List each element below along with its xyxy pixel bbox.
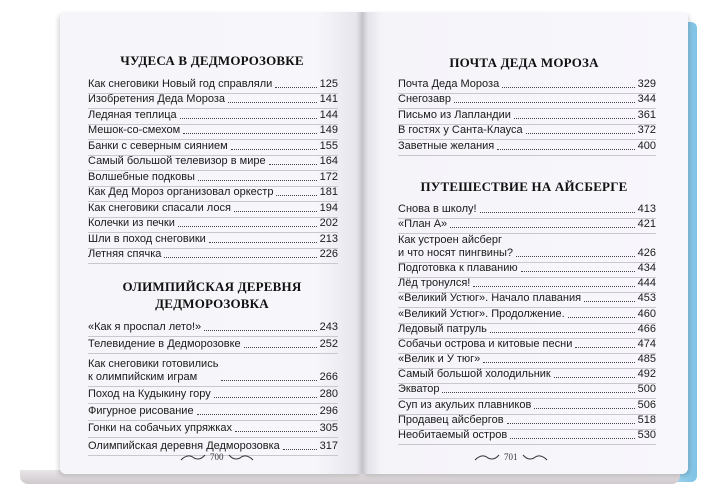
toc-entry-title: Как снеговики спасали лося: [88, 201, 231, 214]
toc-entry-page: 474: [637, 337, 656, 350]
toc-entry-title: «Великий Устюг». Начало плавания: [398, 292, 582, 305]
toc-entry: [88, 404, 338, 421]
toc-entry: [398, 234, 656, 262]
toc-entry-page: 361: [637, 108, 656, 121]
toc-entry-title: Как снеговики Новый год справляли: [88, 77, 273, 90]
toc-entry-title: Лёд тронулся!: [398, 277, 471, 290]
toc-leader-dots: [244, 347, 317, 348]
ornament-icon: [180, 452, 206, 462]
toc-entry-title: Экватор: [398, 383, 440, 396]
toc-leader-dots: [480, 212, 635, 213]
toc-leader-dots: [554, 377, 635, 378]
toc-list-pochta: [398, 78, 656, 156]
ornament-icon: [228, 452, 254, 462]
toc-leader-dots: [507, 423, 635, 424]
toc-entry-title: Фигурное рисование: [88, 405, 194, 418]
toc-leader-dots: [235, 431, 317, 432]
toc-entry-page: 172: [319, 170, 338, 183]
toc-entry-title: Почта Деда Мороза: [398, 77, 500, 90]
toc-entry-page: 500: [637, 383, 656, 396]
toc-entry-page: 252: [319, 338, 338, 351]
toc-entry-title: Снегозавр: [398, 93, 452, 105]
toc-entry-page: 149: [319, 124, 338, 136]
toc-leader-dots: [584, 301, 635, 302]
toc-entry: [398, 369, 656, 384]
ornament-icon: [474, 452, 500, 462]
toc-entry-title: Летняя спячка: [88, 248, 162, 260]
page-number-left-text: 700: [210, 452, 224, 462]
toc-entry: [398, 263, 656, 278]
toc-leader-dots: [209, 242, 317, 243]
toc-entry: [88, 354, 338, 386]
toc-entry: [398, 384, 656, 399]
toc-entry: [398, 430, 656, 445]
toc-entry: [398, 78, 656, 94]
toc-entry-page: 155: [319, 139, 338, 152]
toc-entry-page: 460: [637, 307, 656, 320]
toc-entry-title: Гонки на собачьих упряжках: [88, 422, 232, 435]
toc-leader-dots: [228, 102, 317, 103]
toc-entry-page: 444: [637, 277, 656, 290]
toc-entry: [88, 125, 338, 141]
toc-entry-page: 280: [319, 387, 338, 400]
toc-leader-dots: [473, 286, 634, 287]
toc-entry: [88, 78, 338, 94]
toc-entry-page: 243: [319, 321, 338, 334]
book-gutter: [356, 12, 368, 474]
section-title-chudesa: ЧУДЕСА В ДЕДМОРОЗОВКЕ: [120, 53, 304, 68]
toc-leader-dots: [510, 438, 634, 439]
toc-entry: [398, 109, 656, 125]
toc-entry: [88, 320, 338, 337]
toc-entry-page: 518: [637, 413, 656, 426]
toc-entry-page: 226: [319, 248, 338, 260]
toc-list-olimpiyskaya: [88, 320, 338, 456]
toc-entry-page: 466: [637, 322, 656, 335]
toc-entry: [398, 94, 656, 110]
toc-entry-page: 305: [319, 422, 338, 435]
toc-entry-page: 413: [637, 203, 656, 216]
ornament-icon: [522, 452, 548, 462]
section-title-olimpiyskaya-line2: ДЕДМОРОЗОВКА: [155, 296, 269, 311]
toc-entry-title: «Как я проспал лето!»: [88, 321, 202, 334]
toc-entry-title: Снова в школу!: [398, 203, 477, 216]
toc-entry-title: Олимпийская деревня Дедморозовка: [88, 439, 280, 452]
page-number-right: [474, 452, 548, 462]
toc-entry-page: 506: [637, 398, 656, 411]
section-title-aysberg: ПУТЕШЕСТВИЕ НА АЙСБЕРГЕ: [420, 179, 628, 194]
toc-entry: [398, 278, 656, 293]
toc-entry-title: Телевидение в Дедморозовке: [88, 338, 241, 351]
toc-leader-dots: [502, 87, 634, 88]
section-title-pochta: ПОЧТА ДЕДА МОРОЗА: [449, 55, 599, 70]
toc-leader-dots: [454, 102, 635, 103]
right-page: [362, 12, 688, 474]
toc-entry: [398, 415, 656, 430]
toc-entry: [398, 293, 656, 308]
toc-entry: [88, 233, 338, 249]
toc-entry: [88, 337, 338, 354]
toc-entry-page: 344: [637, 93, 656, 105]
toc-leader-dots: [516, 256, 635, 257]
toc-entry: [398, 140, 656, 156]
left-page: [60, 12, 362, 474]
page-number-left: [180, 452, 254, 462]
toc-entry-page: 492: [637, 368, 656, 381]
toc-entry-page: 329: [637, 77, 656, 90]
toc-entry-page: 372: [637, 124, 656, 136]
toc-entry-page: 434: [637, 261, 656, 274]
toc-entry: [88, 202, 338, 218]
toc-entry-title: Изобретения Деда Мороза: [88, 93, 225, 105]
section-title-olimpiyskaya-line1: ОЛИМПИЙСКАЯ ДЕРЕВНЯ: [122, 279, 302, 294]
toc-leader-dots: [275, 87, 316, 88]
toc-entry: [88, 249, 338, 265]
toc-entry-page: 125: [319, 77, 338, 90]
toc-entry: [88, 421, 338, 438]
toc-entry-title: Как Дед Мороз организовал оркестр: [88, 186, 274, 198]
toc-entry-title: Собачьи острова и китовые песни: [398, 337, 573, 350]
toc-entry-page: 296: [319, 405, 338, 418]
page-number-right-text: 701: [504, 452, 518, 462]
toc-entry: [398, 308, 656, 323]
toc-entry: [88, 156, 338, 172]
toc-entry-page: 144: [319, 108, 338, 121]
toc-entry-page: 421: [637, 218, 656, 231]
toc-leader-dots: [534, 408, 634, 409]
toc-entry-page: 530: [637, 429, 656, 442]
toc-leader-dots: [198, 180, 317, 181]
toc-entry: [88, 387, 338, 404]
toc-leader-dots: [490, 332, 635, 333]
toc-leader-dots: [283, 449, 317, 450]
toc-leader-dots: [164, 257, 316, 258]
toc-leader-dots: [178, 226, 317, 227]
toc-entry-title: Ледяная теплица: [88, 108, 177, 121]
toc-entry-title: Самый большой холодильник: [398, 368, 551, 381]
toc-leader-dots: [568, 317, 635, 318]
toc-entry-page: 164: [319, 155, 338, 167]
toc-entry-title: Ледовый патруль: [398, 322, 487, 335]
toc-entry-title: Письмо из Лапландии: [398, 108, 511, 121]
toc-leader-dots: [526, 133, 635, 134]
toc-entry: [398, 204, 656, 219]
toc-leader-dots: [234, 211, 317, 212]
toc-leader-dots: [180, 118, 317, 119]
toc-entry-page: 400: [637, 139, 656, 152]
toc-list-chudesa: [88, 78, 338, 264]
toc-entry-page: 141: [319, 93, 338, 105]
toc-entry-title: «Великий Устюг». Продолжение.: [398, 307, 565, 320]
toc-entry: [88, 171, 338, 187]
toc-entry-page: 426: [637, 246, 656, 259]
toc-entry-title: Как снеговики готовились к олимпийским играм: [88, 357, 219, 383]
toc-entry-page: 266: [319, 370, 338, 383]
toc-entry: [88, 140, 338, 156]
toc-entry: [398, 125, 656, 141]
toc-entry-title: Самый большой телевизор в мире: [88, 155, 266, 167]
toc-entry-page: 213: [319, 232, 338, 245]
toc-leader-dots: [204, 330, 316, 331]
toc-leader-dots: [514, 118, 635, 119]
toc-entry-page: 202: [319, 217, 338, 229]
toc-leader-dots: [483, 362, 634, 363]
toc-entry-title: Шли в поход снеговики: [88, 232, 206, 245]
toc-entry-title: Суп из акульих плавников: [398, 398, 532, 411]
toc-entry-title: Продавец айсбергов: [398, 413, 504, 426]
toc-entry-title: Поход на Кудыкину гору: [88, 387, 211, 400]
toc-entry-page: 485: [637, 353, 656, 366]
toc-entry: [398, 324, 656, 339]
toc-leader-dots: [214, 397, 317, 398]
toc-entry-page: 317: [319, 439, 338, 452]
toc-leader-dots: [442, 392, 634, 393]
toc-entry-title: В гостях у Санта-Клауса: [398, 124, 523, 136]
toc-entry-title: Колечки из печки: [88, 217, 175, 229]
toc-entry-page: 194: [319, 201, 338, 214]
toc-entry-title: Подготовка к плаванию: [398, 261, 518, 274]
toc-leader-dots: [183, 133, 316, 134]
toc-entry: [88, 187, 338, 203]
toc-entry-title: «Велик и У тюг»: [398, 353, 481, 366]
toc-leader-dots: [575, 347, 634, 348]
toc-list-aysberg: [398, 204, 656, 445]
toc-entry-page: 181: [319, 186, 338, 198]
toc-entry: [398, 399, 656, 414]
toc-leader-dots: [276, 195, 316, 196]
toc-entry: [398, 339, 656, 354]
toc-entry-title: Необитаемый остров: [398, 429, 508, 442]
toc-entry-title: Мешок-со-смехом: [88, 124, 181, 136]
toc-leader-dots: [497, 149, 634, 150]
toc-leader-dots: [269, 164, 317, 165]
toc-leader-dots: [221, 380, 316, 381]
toc-entry: [398, 219, 656, 234]
toc-leader-dots: [521, 271, 635, 272]
toc-entry: [88, 109, 338, 125]
toc-entry-title: Заветные желания: [398, 139, 495, 152]
toc-leader-dots: [197, 414, 317, 415]
toc-entry: [88, 218, 338, 234]
toc-entry: [88, 94, 338, 110]
toc-entry-title: Банки с северным сиянием: [88, 139, 228, 152]
toc-entry: [398, 354, 656, 369]
toc-entry-title: «План А»: [398, 218, 448, 231]
toc-entry-title: Как устроен айсберг и что носят пингвины?: [398, 233, 514, 259]
toc-entry-page: 453: [637, 292, 656, 305]
toc-entry-title: Волшебные подковы: [88, 170, 195, 183]
toc-leader-dots: [231, 149, 317, 150]
toc-leader-dots: [450, 227, 634, 228]
